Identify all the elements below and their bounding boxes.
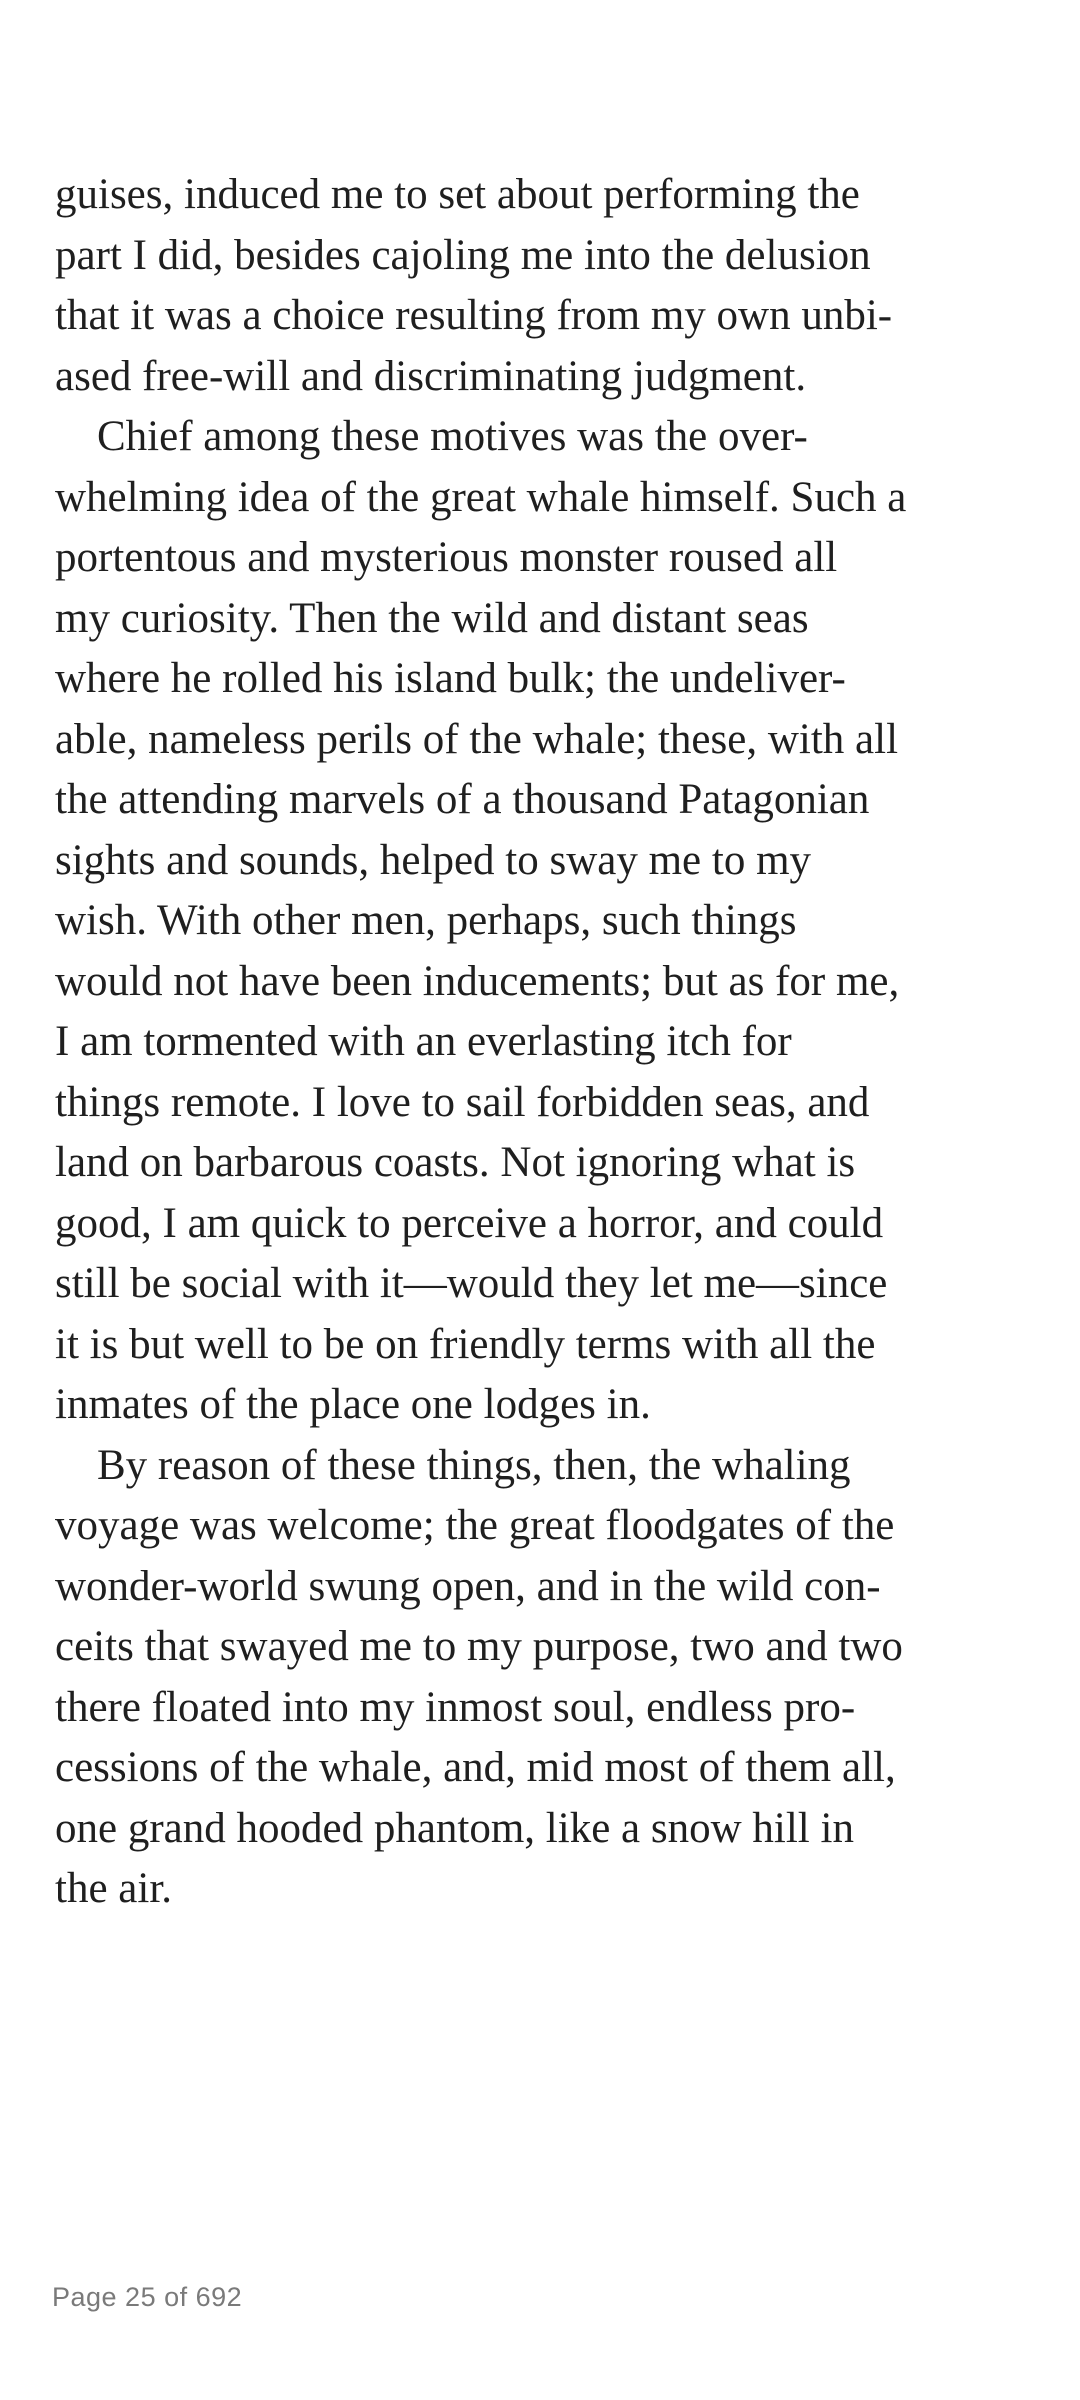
text-line: whelming idea of the great whale himself. Such a xyxy=(55,473,907,521)
page-indicator: Page 25 of 692 xyxy=(52,2282,243,2312)
paragraph-start-line: Chief among these motives was the over- xyxy=(97,413,808,460)
text-line: good, I am quick to perceive a horror, and could xyxy=(55,1199,884,1247)
text-line: inmates of the place one lodges in. xyxy=(55,1381,651,1428)
text-line: the attending marvels of a thousand Patagonian xyxy=(55,776,870,823)
text-line: land on barbarous coasts. Not ignoring what is xyxy=(55,1139,856,1186)
text-line: one grand hooded phantom, like a snow hill in xyxy=(55,1804,854,1852)
text-line: part I did, besides cajoling me into the delusion xyxy=(55,231,871,279)
text-line: my curiosity. Then the wild and distant seas xyxy=(55,594,809,642)
text-line: wish. With other men, perhaps, such things xyxy=(55,897,797,944)
text-line: things remote. I love to sail forbidden seas, and xyxy=(55,1078,870,1126)
text-line: it is but well to be on friendly terms with all the xyxy=(55,1320,876,1368)
text-line: wonder-world swung open, and in the wild con- xyxy=(55,1562,881,1610)
text-line: the air. xyxy=(55,1865,173,1912)
text-line: I am tormented with an everlasting itch for xyxy=(55,1018,792,1065)
text-line: would not have been inducements; but as for me, xyxy=(55,957,900,1005)
text-line: cessions of the whale, and, mid most of them all, xyxy=(55,1744,896,1791)
text-line: sights and sounds, helped to sway me to my xyxy=(55,836,812,884)
text-line: there floated into my inmost soul, endless pro- xyxy=(55,1683,856,1731)
text-line: ceits that swayed me to my purpose, two and two xyxy=(55,1623,903,1670)
text-line: ased free-will and discriminating judgment. xyxy=(55,352,807,400)
paragraph-start-line: By reason of these things, then, the whaling xyxy=(97,1441,851,1489)
book-text xyxy=(55,165,1030,1920)
text-line: voyage was welcome; the great floodgates of the xyxy=(55,1502,895,1549)
text-line: portentous and mysterious monster roused all xyxy=(55,534,838,581)
text-line: still be social with it—would they let me—since xyxy=(55,1260,888,1307)
text-line: that it was a choice resulting from my own unbi- xyxy=(55,292,893,339)
text-line: able, nameless perils of the whale; these, with all xyxy=(55,715,899,763)
text-line: where he rolled his island bulk; the undeliver- xyxy=(55,655,846,702)
text-line: guises, induced me to set about performing the xyxy=(55,171,860,218)
